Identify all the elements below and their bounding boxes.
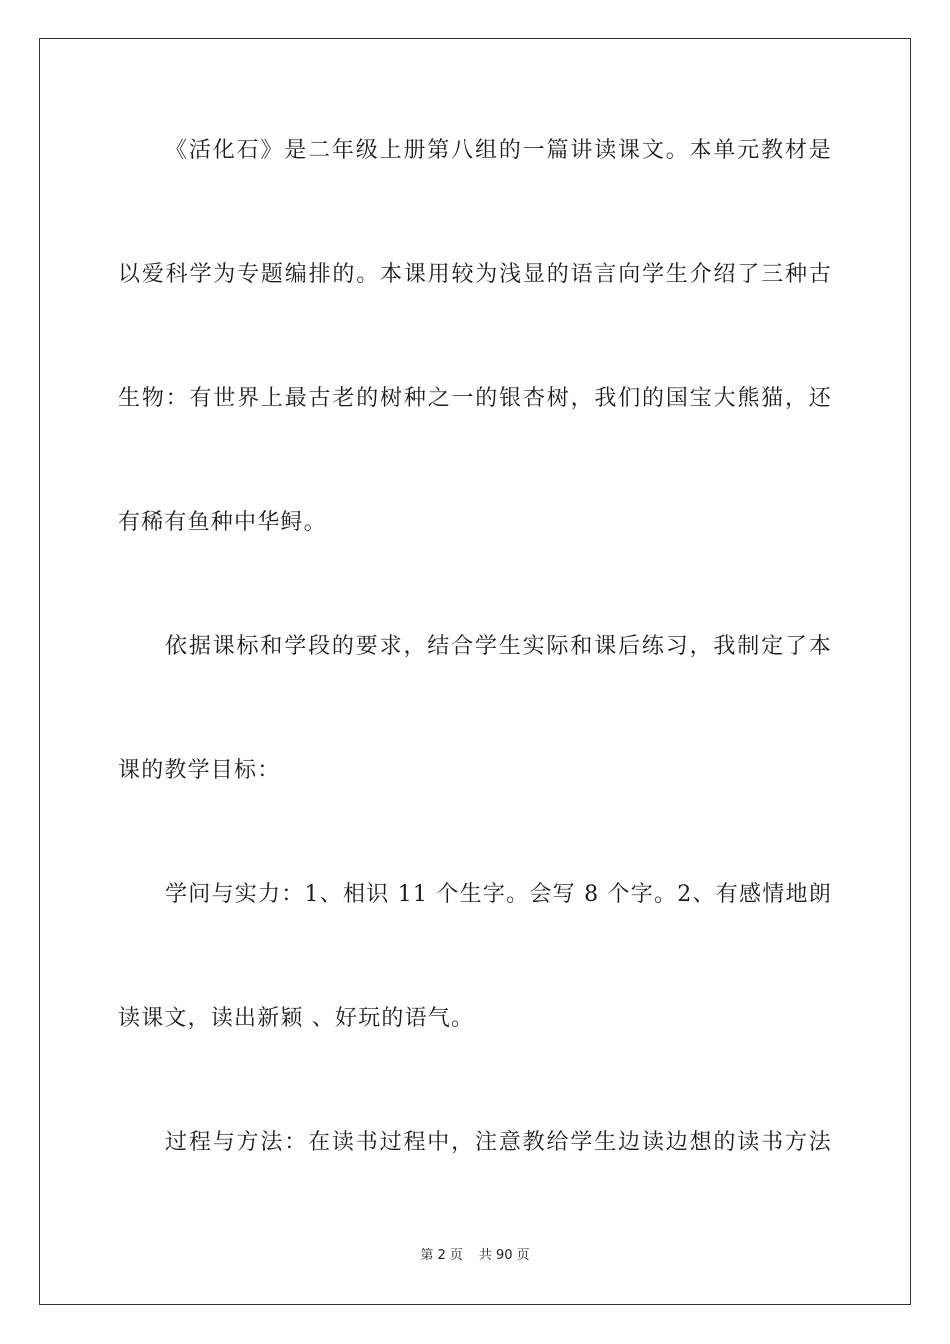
paragraph-1-line-3: 生物：有世界上最古老的树种之一的银杏树，我们的国宝大熊猫，还 <box>118 386 832 411</box>
page-number: 第 2 页 <box>420 1248 463 1263</box>
paragraph-1-line-2: 以爱科学为专题编排的。本课用较为浅显的语言向学生介绍了三种古 <box>118 262 832 287</box>
paragraph-2-line-1: 依据课标和学段的要求，结合学生实际和课后练习，我制定了本 <box>165 634 832 659</box>
paragraph-1-line-4: 有稀有鱼种中华鲟。 <box>118 510 327 535</box>
page-frame <box>39 38 911 1305</box>
paragraph-3-line-2: 读课文，读出新颖 、好玩的语气。 <box>118 1006 475 1031</box>
paragraph-4-line-1: 过程与方法：在读书过程中，注意教给学生边读边想的读书方法 <box>165 1130 832 1155</box>
page-footer <box>0 1247 950 1265</box>
paragraph-2-line-2: 课的教学目标： <box>118 758 281 783</box>
page-total: 共 90 页 <box>478 1248 530 1263</box>
paragraph-3-line-1: 学问与实力：1、相识 11 个生字。会写 8 个字。2、有感情地朗 <box>165 882 832 907</box>
paragraph-1-line-1: 《活化石》是二年级上册第八组的一篇讲读课文。本单元教材是 <box>165 138 832 163</box>
